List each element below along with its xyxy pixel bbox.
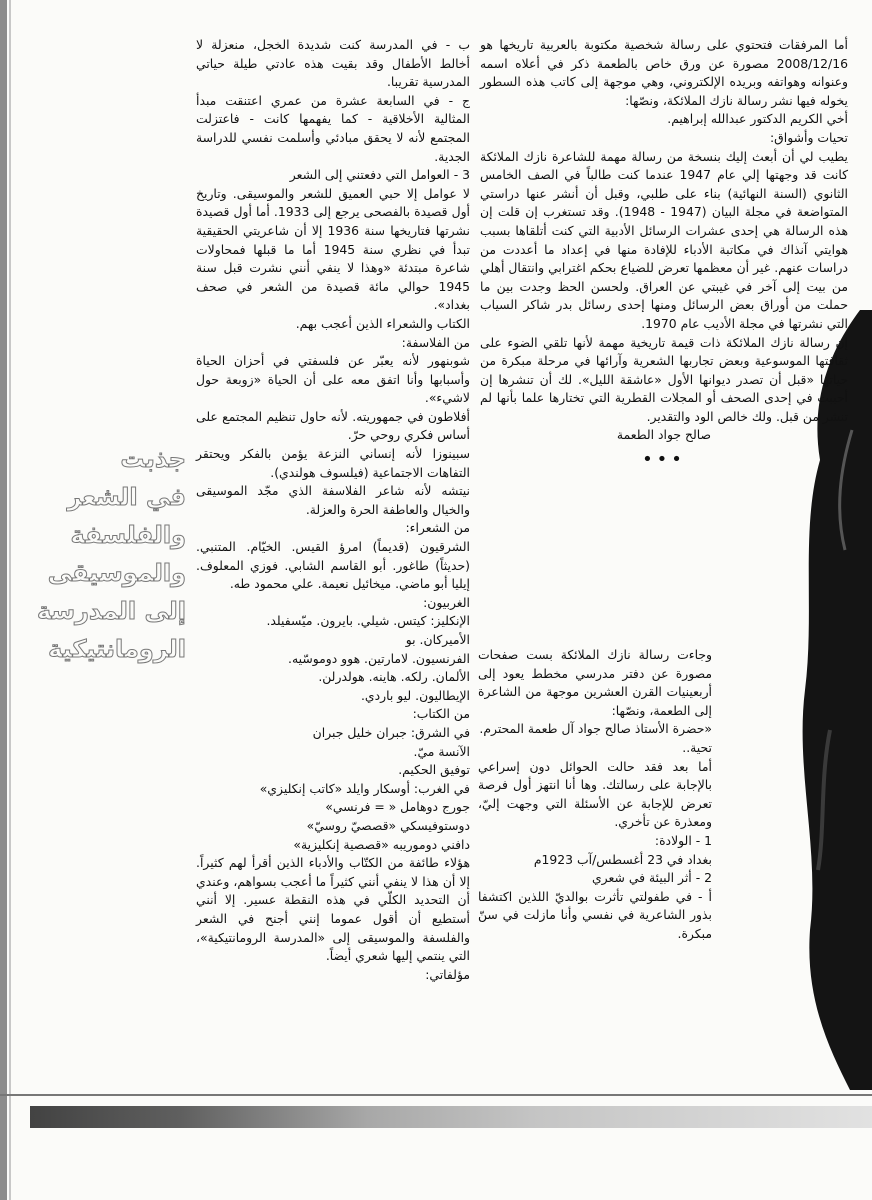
paragraph: توفيق الحكيم. — [398, 762, 470, 778]
pull-quote-line: الرومانتيكية — [48, 635, 186, 663]
paragraph: وجاءت رسالة نازك الملائكة بست صفحات مصورة عن دفتر مدرسي مخطط يعود إلى أربعينيات القرن العشرين موجهة من الشاعرة إلى الطعمة، ونصّها: — [478, 647, 712, 718]
paragraph: شوبنهور لأنه يعبّر عن فلسفتي في أحزان الحياة وأسبابها وأنا اتفق معه على أن الحياة «زوبعة حول لاشيء». — [196, 353, 470, 406]
paragraph: بغداد في 23 أغسطس/آب 1923م — [533, 851, 712, 867]
scan-bottom-band — [30, 1106, 872, 1128]
pull-quote-line: والموسيقى — [47, 559, 186, 587]
paragraph: «حضرة الأستاذ صالح جواد آل طعمة المحترم. — [479, 721, 712, 737]
paragraph: الإيطاليون. ليو باردي. — [360, 687, 470, 703]
pull-quote-line: إلى المدرسة — [36, 597, 186, 625]
paragraph: دوستوفيسكي «قصصيّ روسيّ» — [306, 817, 470, 833]
paragraph: من الكتاب: — [412, 706, 470, 722]
bottom-rule — [0, 1094, 872, 1096]
paragraph: 3 - العوامل التي دفعتني إلى الشعر — [289, 167, 470, 183]
pull-quote-line: جذبت — [120, 445, 186, 473]
paragraph: ب - في المدرسة كنت شديدة الخجل، منعزلة لا أخالط الأطفال وقد بقيت هذه عادتي طيلة حياتي المدرسية تقريبا. — [196, 37, 470, 90]
pull-quote-line: والفلسفة — [70, 521, 186, 549]
paragraph: دافني دوموريبه «قصصية إنكليزية» — [293, 836, 470, 852]
paragraph: من الفلاسفة: — [401, 334, 470, 350]
paragraph: مؤلفاتي: — [425, 966, 470, 982]
right-column — [480, 36, 848, 474]
paragraph: الآنسة ميّ. — [413, 743, 470, 759]
paragraph: أ - في طفولتي تأثرت بوالديّ اللذين اكتشفا بذور الشاعرية في نفسي وأنا مازلت في سنّ مبكرة. — [478, 888, 712, 941]
paragraph: جورج دوهامل « = فرنسي» — [325, 799, 470, 815]
middle-column — [196, 36, 470, 984]
paragraph: إن رسالة نازك الملائكة ذات قيمة تاريخية مهمة لأنها تلقي الضوء على ثقافتها الموسوعية وبعض تجاربها الشعرية وآرائها في مرحلة مبكرة من حياتها «قبل أن تصدر ديوانها الأول «عاشقة الليل». لك أن تنشرها إن أحببت في إحدى الصحف أو المجلات القطرية التي تختارها علما بأنها لم تنشر من قبل. ولك خالص الود والتقدير. — [480, 334, 848, 424]
paragraph: تحيات وأشواق: — [769, 129, 848, 145]
signature-name: صالح جواد الطعمة — [616, 427, 712, 443]
paragraph: الشرقيون (قديماً) امرؤ القيس. الخيّام. المتنبي. (حديثاً) طاغور. أبو القاسم الشابي. فوزي المعلوف. إيليا أبو ماضي. ميخائيل نعيمة. علي محمود طه. — [196, 539, 470, 592]
paragraph: الكتاب والشعراء الذين أعجب بهم. — [295, 315, 470, 331]
paragraph: في الشرق: جبران خليل جبران — [312, 724, 470, 740]
right-lower-column — [478, 646, 712, 944]
paragraph: يطيب لي أن أبعث إليك بنسخة من رسالة مهمة للشاعرة نازك الملائكة كانت قد وجهتها إلي عام 1947 عندما كنت طالباً في الصف الخامس الثانوي (السنة النهائية) بناء على طلبي، وقبل أن أنشر عنها دراستي المتواضعة في مجلة البيان (1947 - 1948). وقد تستغرب إن قلت إن هذه الرسالة هي إحدى عشرات الرسائل الأدبية التي كنت أتلقاها بسبب هوايتي آنذاك في مكاتبة الأدباء للإفادة منها في إعداد ما أعددت من دراسات عنهم. غير أن معظمها تعرض للضياع بحكم اغترابي وانتقال أهلي من بيت إلى آخر في غيبتي عن العراق. ولحسن الحظ وجدت بين ما حملت من أوراق بعض الرسائل ومنها إحدى رسائل بدر شاكر السياب التي نشرتها في مجلة الأديب عام 1970. — [480, 148, 848, 331]
paragraph: أفلاطون في جمهوريته. لأنه حاول تنظيم المجتمع على أساس فكري روحي حرّ. — [196, 408, 470, 443]
scan-edge-left — [0, 0, 7, 1200]
paragraph: الأميركان. بو — [405, 632, 470, 647]
paragraph: 2 - أثر البيئة في شعري — [591, 870, 712, 886]
section-separator: ••• — [642, 449, 686, 471]
paragraph: لا عوامل إلا حبي العميق للشعر والموسيقى. وتاريخ أول قصيدة بالفصحى يرجع إلى 1933. أما أول قصيدة نشرتها فتاريخها سنة 1936 إلا أن شاعريتي الحقيقية تبدأ في نظري سنة 1945 أما ما قبلها فمحاولات شاعرة مبتدئة «وهذا لا ينفي أنني نشرت قبل سنة 1945 حوالي مائة قصيدة من الشعر في صحف بغداد». — [196, 185, 470, 313]
paragraph: سبينوزا لأنه إنساني النزعة يؤمن بالفكر ويحتقر التفاهات الاجتماعية (فيلسوف هولندي). — [196, 446, 470, 480]
paragraph: الغربيون: — [423, 594, 470, 610]
paragraph: ج - في السابعة عشرة من عمري اعتنقت مبدأ المثالية الأخلاقية - كما يفهمها كانت - فاعتزلت المجتمع لأنه لا يحقق مبادئي وأسلمت نفسي للدراسة الجدية. — [196, 92, 470, 164]
paragraph: نيتشه لأنه شاعر الفلاسفة الذي مجّد الموسيقى والخيال والعاطفة الحرة والعزلة. — [196, 483, 470, 517]
paragraph: تحية.. — [682, 739, 712, 755]
paragraph: الإنكليز: كيتس. شيلي. بايرون. ميّسفيلد. — [266, 613, 470, 629]
paragraph: أما المرفقات فتحتوي على رسالة شخصية مكتوبة بالعربية تاريخها هو 2008/12/16 مصورة عن ورق خاص بالطعمة ذكر في أعلاه اسمه وعنوانه وهواتفه وبريده الإلكتروني، وهي موجهة إلى كاتب هذه السطور يخوله فيها نشر رسالة نازك الملائكة، ونصّها: — [480, 37, 848, 108]
paragraph: أخي الكريم الدكتور عبدالله إبراهيم. — [667, 111, 848, 127]
paragraph: الألمان. رلكه. هاينه. هولدرلن. — [318, 669, 470, 685]
paragraph: 1 - الولادة: — [654, 832, 712, 848]
paragraph: أما بعد فقد حالت الحوائل دون إسراعي بالإجابة على رسالتك. وها أنا انتهز أول فرصة تعرض للإجابة عن الأسئلة التي وجهت إليّ، ومعذرة عن تأخري. — [478, 758, 712, 830]
pull-quote-line: في الشعر — [67, 483, 186, 511]
paragraph: من الشعراء: — [405, 520, 470, 536]
paragraph: في الغرب: أوسكار وايلد «كاتب إنكليزي» — [259, 780, 470, 796]
paragraph: هؤلاء طائفة من الكتّاب والأدباء الذين أقرأ لهم كثيراً. إلا أن هذا لا ينفي أنني كثيراً ما أعجب بسواهم، وعندي أن التحديد الكلّي في هذه النقطة عسير. إلا أنني أستطيع أن أقول عموما إنني أجنح في الشعر والفلسفة والموسيقى إلى «المدرسة الرومانتيكية»، التي ينتمي إليها شعري أيضاً. — [196, 855, 470, 964]
pull-quote-title — [10, 440, 186, 668]
paragraph: الفرنسيون. لامارتين. هوو دوموسّيه. — [288, 650, 470, 666]
